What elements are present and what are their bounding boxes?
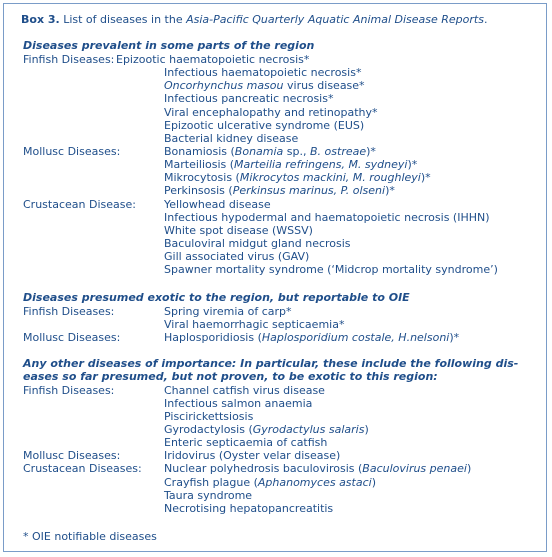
disease-text: Nuclear polyhedrosis baculovirosis (: [164, 462, 363, 475]
disease-item: Enteric septicaemia of catfish: [164, 436, 328, 449]
disease-text: Perkinsosis (: [164, 184, 233, 197]
disease-item: Iridovirus (Oyster velar disease): [164, 449, 341, 462]
category-label: Crustacean Disease:: [23, 198, 136, 211]
category-label: Finfish Diseases:: [23, 305, 115, 318]
disease-item: Oncorhynchus masou virus disease*: [164, 79, 365, 92]
disease-text: Marteiliosis (: [164, 158, 235, 171]
species-name: Gyrodactylus salaris: [252, 423, 365, 436]
disease-item: Yellowhead disease: [164, 198, 271, 211]
species-name: Perkinsus marinus, P. olseni: [232, 184, 386, 197]
section-heading-other: Any other diseases of importance: In particular, these include the following dis-: [23, 357, 519, 370]
disease-item: White spot disease (WSSV): [164, 224, 313, 237]
disease-text: Bonamiosis (: [164, 145, 235, 158]
disease-item: Spawner mortality syndrome (‘Midcrop mortality syndrome’): [164, 263, 498, 276]
box-caption: [21, 13, 487, 26]
disease-text: )*: [420, 171, 431, 184]
caption-text: List of diseases in the: [59, 13, 187, 26]
disease-item: [164, 158, 417, 171]
species-name: Haplosporidium costale, H.nelsoni: [261, 331, 450, 344]
disease-item: Channel catfish virus disease: [164, 384, 325, 397]
disease-text: sp.,: [283, 145, 311, 158]
disease-text: Mikrocytosis (: [164, 171, 240, 184]
caption-italic: Asia-Pacific Quarterly Aquatic Animal Disease Reports: [186, 13, 484, 26]
disease-item: [164, 184, 395, 197]
disease-item: Infectious pancreatic necrosis*: [164, 92, 334, 105]
caption-end: .: [483, 13, 488, 26]
disease-item: Infectious haematopoietic necrosis*: [164, 66, 362, 79]
disease-item: Viral haemorrhagic septicaemia*: [164, 318, 345, 331]
footnote: * OIE notifiable diseases: [23, 530, 157, 543]
disease-text: Crayfish plague (: [164, 476, 258, 489]
disease-item: [164, 331, 459, 344]
category-label: Finfish Diseases:: [23, 384, 115, 397]
disease-text: Gyrodactylosis (: [164, 423, 253, 436]
disease-item: Spring viremia of carp*: [164, 305, 292, 318]
disease-text: )*: [366, 145, 376, 158]
disease-item-italic: Oncorhynchus masou: [164, 79, 284, 92]
disease-item: Necrotising hepatopancreatitis: [164, 502, 334, 515]
section-heading-exotic: Diseases presumed exotic to the region, but reportable to OIE: [23, 291, 410, 304]
category-label: Mollusc Diseases:: [23, 449, 121, 462]
category-label: Mollusc Diseases:: [23, 145, 121, 158]
disease-item: Viral encephalopathy and retinopathy*: [164, 106, 378, 119]
disease-item: [164, 145, 376, 158]
species-name: Baculovirus penaei: [362, 462, 467, 475]
species-name: Marteilia refringens, M. sydneyi: [234, 158, 408, 171]
disease-item: Infectious salmon anaemia: [164, 397, 313, 410]
disease-item: [164, 423, 369, 436]
disease-text: Haplosporidiosis (: [164, 331, 262, 344]
disease-item: [164, 462, 471, 475]
disease-text: )*: [449, 331, 460, 344]
disease-item: [164, 171, 431, 184]
disease-item: Infectious hypodermal and haematopoietic necrosis (IHHN): [164, 211, 490, 224]
box-label: Box 3.: [21, 13, 60, 26]
disease-item: Baculoviral midgut gland necrosis: [164, 237, 351, 250]
category-label: Finfish Diseases:: [23, 53, 115, 66]
species-name: Aphanomyces astaci: [257, 476, 372, 489]
category-label: Mollusc Diseases:: [23, 331, 121, 344]
species-name: Bonamia: [234, 145, 284, 158]
disease-item: Epizootic ulcerative syndrome (EUS): [164, 119, 365, 132]
section-heading-prevalent: Diseases prevalent in some parts of the region: [23, 39, 315, 52]
category-label: Crustacean Diseases:: [23, 462, 142, 475]
disease-item: Piscirickettsiosis: [164, 410, 254, 423]
species-name: Mikrocytos mackini, M. roughleyi: [239, 171, 421, 184]
disease-text: ): [364, 423, 369, 436]
disease-item: Epizootic haematopoietic necrosis*: [116, 53, 310, 66]
disease-item: Gill associated virus (GAV): [164, 250, 310, 263]
disease-text: ): [371, 476, 376, 489]
disease-item: [164, 476, 376, 489]
species-name: B. ostreae: [310, 145, 367, 158]
disease-item: Taura syndrome: [164, 489, 253, 502]
disease-text: )*: [407, 158, 418, 171]
section-heading-other-cont: eases so far presumed, but not proven, to be exotic to this region:: [23, 370, 438, 383]
disease-item: Bacterial kidney disease: [164, 132, 299, 145]
disease-text: ): [466, 462, 472, 475]
disease-text: )*: [385, 184, 395, 197]
